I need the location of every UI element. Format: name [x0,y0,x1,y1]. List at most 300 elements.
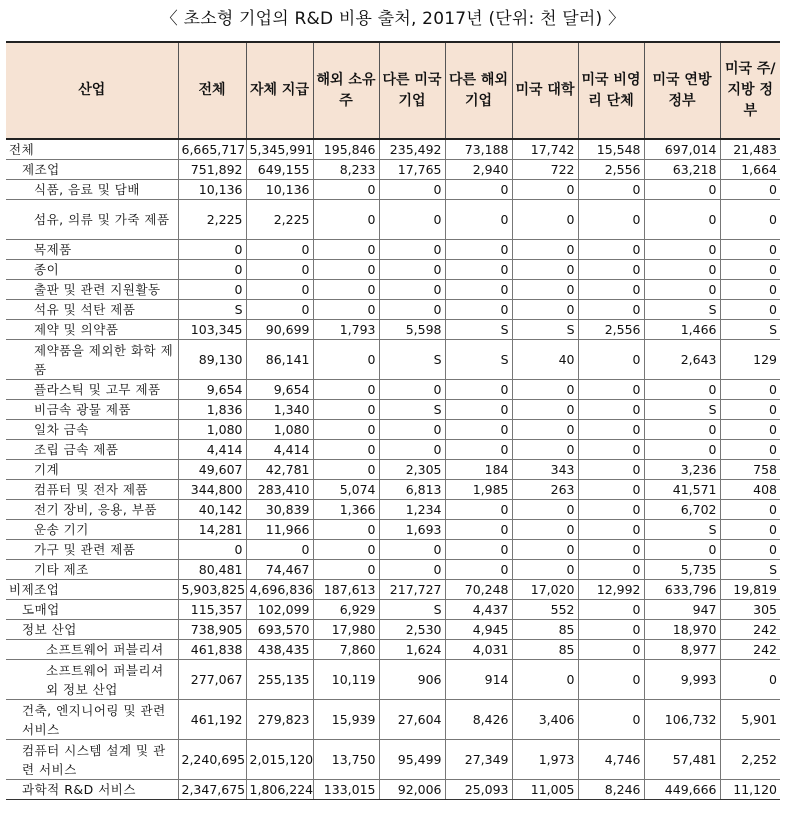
table-cell: S [445,340,512,380]
row-label: 식품, 음료 및 담배 [6,180,178,200]
row-label: 조립 금속 제품 [6,440,178,460]
header-industry: 산업 [6,42,178,139]
table-row [6,700,780,740]
table-cell: 0 [445,400,512,420]
table-cell: 0 [720,500,780,520]
table-cell: 235,492 [379,139,445,160]
table-cell: S [512,320,578,340]
header-other-foreign-company: 다른 해외 기업 [445,42,512,139]
table-cell: 0 [644,540,720,560]
table-cell: 0 [720,180,780,200]
table-row [6,280,780,300]
table-row [6,139,780,160]
table-cell: 0 [644,280,720,300]
table-cell: 0 [578,180,644,200]
table-cell: 4,414 [246,440,313,460]
table-cell: 0 [445,300,512,320]
table-cell: 0 [578,520,644,540]
table-cell: 1,466 [644,320,720,340]
row-label: 비금속 광물 제품 [6,400,178,420]
table-cell: 0 [512,520,578,540]
table-cell: 947 [644,600,720,620]
table-cell: 0 [720,420,780,440]
table-cell: 0 [379,560,445,580]
table-cell: 0 [379,300,445,320]
table-cell: 17,742 [512,139,578,160]
table-cell: 279,823 [246,700,313,740]
table-cell: 0 [578,500,644,520]
table-cell: 0 [313,460,379,480]
table-cell: 115,357 [178,600,246,620]
row-label: 건축, 엔지니어링 및 관련 서비스 [6,700,178,740]
table-cell: 343 [512,460,578,480]
row-label: 일차 금속 [6,420,178,440]
table-cell: 0 [313,340,379,380]
table-cell: 0 [445,420,512,440]
table-cell: 0 [379,440,445,460]
table-cell: 0 [246,540,313,560]
table-cell: 0 [512,540,578,560]
row-label: 소프트웨어 퍼블리셔 [6,640,178,660]
row-label: 소프트웨어 퍼블리셔 외 정보 산업 [6,660,178,700]
table-cell: 0 [512,300,578,320]
table-cell: 15,939 [313,700,379,740]
table-row [6,620,780,640]
table-cell: 758 [720,460,780,480]
table-cell: 89,130 [178,340,246,380]
table-row [6,420,780,440]
table-cell: 0 [512,420,578,440]
row-label: 제조업 [6,160,178,180]
table-cell: 0 [720,440,780,460]
row-label: 도매업 [6,600,178,620]
table-cell: 0 [578,540,644,560]
table-cell: 13,750 [313,740,379,780]
table-cell: 85 [512,640,578,660]
table-cell: 0 [178,240,246,260]
table-cell: 73,188 [445,139,512,160]
table-cell: 9,654 [178,380,246,400]
table-cell: 263 [512,480,578,500]
row-label: 제약 및 의약품 [6,320,178,340]
table-cell: 40 [512,340,578,380]
table-cell: 5,735 [644,560,720,580]
table-cell: 0 [512,400,578,420]
table-cell: 0 [379,420,445,440]
table-row [6,660,780,700]
table-cell: 0 [644,240,720,260]
table-cell: 0 [313,420,379,440]
row-label: 과학적 R&D 서비스 [6,780,178,800]
table-cell: 0 [313,200,379,240]
table-title: 〈 초소형 기업의 R&D 비용 출처, 2017년 (단위: 천 달러) 〉 [160,9,626,29]
table-cell: 133,015 [313,780,379,800]
table-cell: 0 [578,700,644,740]
table-cell: 242 [720,640,780,660]
table-cell: 27,604 [379,700,445,740]
table-cell: 1,693 [379,520,445,540]
table-cell: 25,093 [445,780,512,800]
table-cell: 0 [445,540,512,560]
table-cell: 2,940 [445,160,512,180]
table-cell: 1,836 [178,400,246,420]
table-cell: 693,570 [246,620,313,640]
table-cell: 6,813 [379,480,445,500]
table-cell: 17,980 [313,620,379,640]
table-cell: 4,414 [178,440,246,460]
table-cell: 217,727 [379,580,445,600]
table-cell: 1,806,224 [246,780,313,800]
table-cell: 408 [720,480,780,500]
table-cell: 0 [512,660,578,700]
table-cell: 8,977 [644,640,720,660]
header-us-state-local-government: 미국 주/ 지방 정부 [720,42,780,139]
table-cell: 0 [246,260,313,280]
table-cell: 4,696,836 [246,580,313,600]
table-cell: 0 [313,180,379,200]
table-cell: 19,819 [720,580,780,600]
table-cell: 184 [445,460,512,480]
table-row [6,480,780,500]
table-row [6,580,780,600]
table-cell: 0 [578,300,644,320]
table-cell: 0 [512,500,578,520]
table-cell: 0 [178,260,246,280]
table-cell: 10,119 [313,660,379,700]
table-cell: 906 [379,660,445,700]
table-cell: 11,966 [246,520,313,540]
table-row [6,320,780,340]
header-row [6,42,780,139]
table-cell: 0 [379,540,445,560]
table-row [6,180,780,200]
table-cell: 5,598 [379,320,445,340]
table-cell: 0 [379,260,445,280]
table-cell: 1,366 [313,500,379,520]
table-cell: 103,345 [178,320,246,340]
table-cell: 0 [379,180,445,200]
row-label: 목제품 [6,240,178,260]
table-cell: S [720,560,780,580]
table-cell: 2,556 [578,320,644,340]
table-cell: 7,860 [313,640,379,660]
table-cell: 6,702 [644,500,720,520]
table-cell: 18,970 [644,620,720,640]
table-cell: 15,548 [578,139,644,160]
table-row [6,440,780,460]
table-cell: 1,080 [246,420,313,440]
table-cell: 11,005 [512,780,578,800]
table-cell: 0 [720,520,780,540]
table-cell: 0 [246,280,313,300]
row-label: 컴퓨터 및 전자 제품 [6,480,178,500]
table-cell: 0 [313,540,379,560]
table-cell: 95,499 [379,740,445,780]
table-cell: 0 [379,240,445,260]
table-row [6,600,780,620]
table-cell: 27,349 [445,740,512,780]
table-cell: 0 [445,280,512,300]
table-cell: 0 [313,520,379,540]
table-cell: 1,973 [512,740,578,780]
table-cell: 10,136 [246,180,313,200]
table-cell: 0 [644,420,720,440]
table-cell: 438,435 [246,640,313,660]
table-cell: 283,410 [246,480,313,500]
table-cell: 1,985 [445,480,512,500]
row-label: 제약품을 제외한 화학 제품 [6,340,178,380]
table-cell: 0 [512,240,578,260]
table-cell: 0 [578,240,644,260]
table-cell: 0 [313,380,379,400]
table-cell: 0 [313,280,379,300]
table-row [6,380,780,400]
table-cell: 17,765 [379,160,445,180]
table-cell: 0 [512,280,578,300]
table-cell: 0 [178,280,246,300]
rd-source-table [6,41,780,800]
table-cell: 14,281 [178,520,246,540]
table-row [6,740,780,780]
table-cell: 0 [313,440,379,460]
row-label: 정보 산업 [6,620,178,640]
table-cell: 0 [445,180,512,200]
table-cell: 0 [578,620,644,640]
table-cell: 41,571 [644,480,720,500]
table-cell: 2,225 [246,200,313,240]
table-cell: 0 [578,340,644,380]
table-cell: 0 [578,380,644,400]
table-cell: 9,993 [644,660,720,700]
row-label: 가구 및 관련 제품 [6,540,178,560]
table-cell: 4,746 [578,740,644,780]
table-cell: 0 [720,260,780,280]
table-cell: S [644,300,720,320]
table-row [6,560,780,580]
table-cell: 449,666 [644,780,720,800]
table-cell: 11,120 [720,780,780,800]
table-cell: 0 [379,280,445,300]
table-cell: 5,074 [313,480,379,500]
table-cell: 9,654 [246,380,313,400]
table-cell: S [379,400,445,420]
table-cell: 914 [445,660,512,700]
table-cell: 344,800 [178,480,246,500]
table-cell: 0 [578,200,644,240]
table-cell: 12,992 [578,580,644,600]
table-cell: 0 [445,440,512,460]
table-cell: 697,014 [644,139,720,160]
table-cell: 0 [578,640,644,660]
table-cell: 0 [313,300,379,320]
table-row [6,780,780,800]
row-label: 플라스틱 및 고무 제품 [6,380,178,400]
table-cell: S [720,320,780,340]
table-cell: 722 [512,160,578,180]
table-cell: 85 [512,620,578,640]
table-cell: 751,892 [178,160,246,180]
table-cell: 3,236 [644,460,720,480]
table-cell: 0 [720,200,780,240]
table-row [6,200,780,240]
table-cell: 63,218 [644,160,720,180]
row-label: 섬유, 의류 및 가죽 제품 [6,200,178,240]
table-cell: 5,345,991 [246,139,313,160]
table-row [6,300,780,320]
table-cell: 0 [578,560,644,580]
table-cell: 0 [578,260,644,280]
table-cell: 0 [720,380,780,400]
table-cell: 0 [512,380,578,400]
table-cell: 0 [445,560,512,580]
header-us-university: 미국 대학 [512,42,578,139]
table-cell: 2,305 [379,460,445,480]
table-cell: 0 [379,380,445,400]
header-self-funded: 자체 지급 [246,42,313,139]
table-cell: 0 [313,400,379,420]
table-cell: 0 [578,400,644,420]
table-cell: 0 [313,240,379,260]
table-cell: 129 [720,340,780,380]
header-us-federal-government: 미국 연방 정부 [644,42,720,139]
table-cell: 0 [445,500,512,520]
table-cell: 0 [178,540,246,560]
row-label: 비제조업 [6,580,178,600]
row-label: 운송 기기 [6,520,178,540]
table-cell: 1,234 [379,500,445,520]
table-cell: 0 [720,240,780,260]
table-cell: S [178,300,246,320]
table-row [6,160,780,180]
header-total: 전체 [178,42,246,139]
table-cell: 4,031 [445,640,512,660]
table-cell: 40,142 [178,500,246,520]
table-body [6,139,780,800]
row-label: 전체 [6,139,178,160]
table-cell: 0 [644,200,720,240]
table-cell: 8,426 [445,700,512,740]
table-cell: 2,556 [578,160,644,180]
table-cell: 0 [644,260,720,280]
table-cell: 102,099 [246,600,313,620]
table-cell: 633,796 [644,580,720,600]
table-cell: 86,141 [246,340,313,380]
table-cell: 8,233 [313,160,379,180]
table-cell: 2,225 [178,200,246,240]
row-label: 출판 및 관련 지원활동 [6,280,178,300]
table-cell: 0 [512,560,578,580]
row-label: 컴퓨터 시스템 설계 및 관련 서비스 [6,740,178,780]
table-cell: 0 [313,560,379,580]
row-label: 전기 장비, 응용, 부품 [6,500,178,520]
table-cell: 552 [512,600,578,620]
table-cell: 0 [578,440,644,460]
table-cell: S [644,400,720,420]
table-cell: 255,135 [246,660,313,700]
table-cell: 106,732 [644,700,720,740]
table-cell: 0 [644,180,720,200]
table-cell: 10,136 [178,180,246,200]
table-cell: 2,347,675 [178,780,246,800]
table-cell: 4,437 [445,600,512,620]
table-row [6,640,780,660]
table-cell: 57,481 [644,740,720,780]
table-cell: 0 [313,260,379,280]
table-cell: 0 [720,300,780,320]
table-cell: 461,838 [178,640,246,660]
table-cell: 8,246 [578,780,644,800]
table-cell: 0 [578,280,644,300]
table-cell: 0 [512,440,578,460]
table-cell: 0 [512,260,578,280]
table-cell: 17,020 [512,580,578,600]
table-row [6,460,780,480]
table-row [6,500,780,520]
header-other-us-company: 다른 미국 기업 [379,42,445,139]
row-label: 기계 [6,460,178,480]
table-cell: S [379,340,445,380]
table-cell: 0 [720,660,780,700]
table-cell: 2,252 [720,740,780,780]
table-cell: 0 [644,440,720,460]
table-row [6,240,780,260]
table-cell: 0 [720,280,780,300]
table-row [6,260,780,280]
table-cell: 3,406 [512,700,578,740]
table-cell: 187,613 [313,580,379,600]
table-cell: 0 [578,480,644,500]
header-us-nonprofit: 미국 비영리 단체 [578,42,644,139]
table-cell: 0 [578,660,644,700]
table-cell: 0 [578,600,644,620]
table-row [6,540,780,560]
table-cell: 80,481 [178,560,246,580]
table-cell: 1,080 [178,420,246,440]
table-cell: 2,240,695 [178,740,246,780]
header-foreign-owner: 해외 소유주 [313,42,379,139]
table-cell: 5,903,825 [178,580,246,600]
row-label: 기타 제조 [6,560,178,580]
table-cell: 461,192 [178,700,246,740]
table-cell: 92,006 [379,780,445,800]
table-row [6,520,780,540]
table-cell: 5,901 [720,700,780,740]
table-cell: 2,643 [644,340,720,380]
table-cell: 0 [720,540,780,560]
table-cell: 1,340 [246,400,313,420]
table-cell: 1,793 [313,320,379,340]
row-label: 종이 [6,260,178,280]
table-cell: 6,665,717 [178,139,246,160]
table-cell: S [644,520,720,540]
table-cell: S [379,600,445,620]
table-cell: 21,483 [720,139,780,160]
table-cell: 242 [720,620,780,640]
table-cell: 0 [445,240,512,260]
table-cell: 70,248 [445,580,512,600]
table-cell: 0 [720,400,780,420]
table-cell: 277,067 [178,660,246,700]
table-cell: 0 [644,380,720,400]
table-cell: 4,945 [445,620,512,640]
table-cell: 1,664 [720,160,780,180]
table-cell: 90,699 [246,320,313,340]
table-row [6,400,780,420]
table-cell: 0 [445,520,512,540]
table-row [6,340,780,380]
table-cell: 738,905 [178,620,246,640]
table-cell: 30,839 [246,500,313,520]
